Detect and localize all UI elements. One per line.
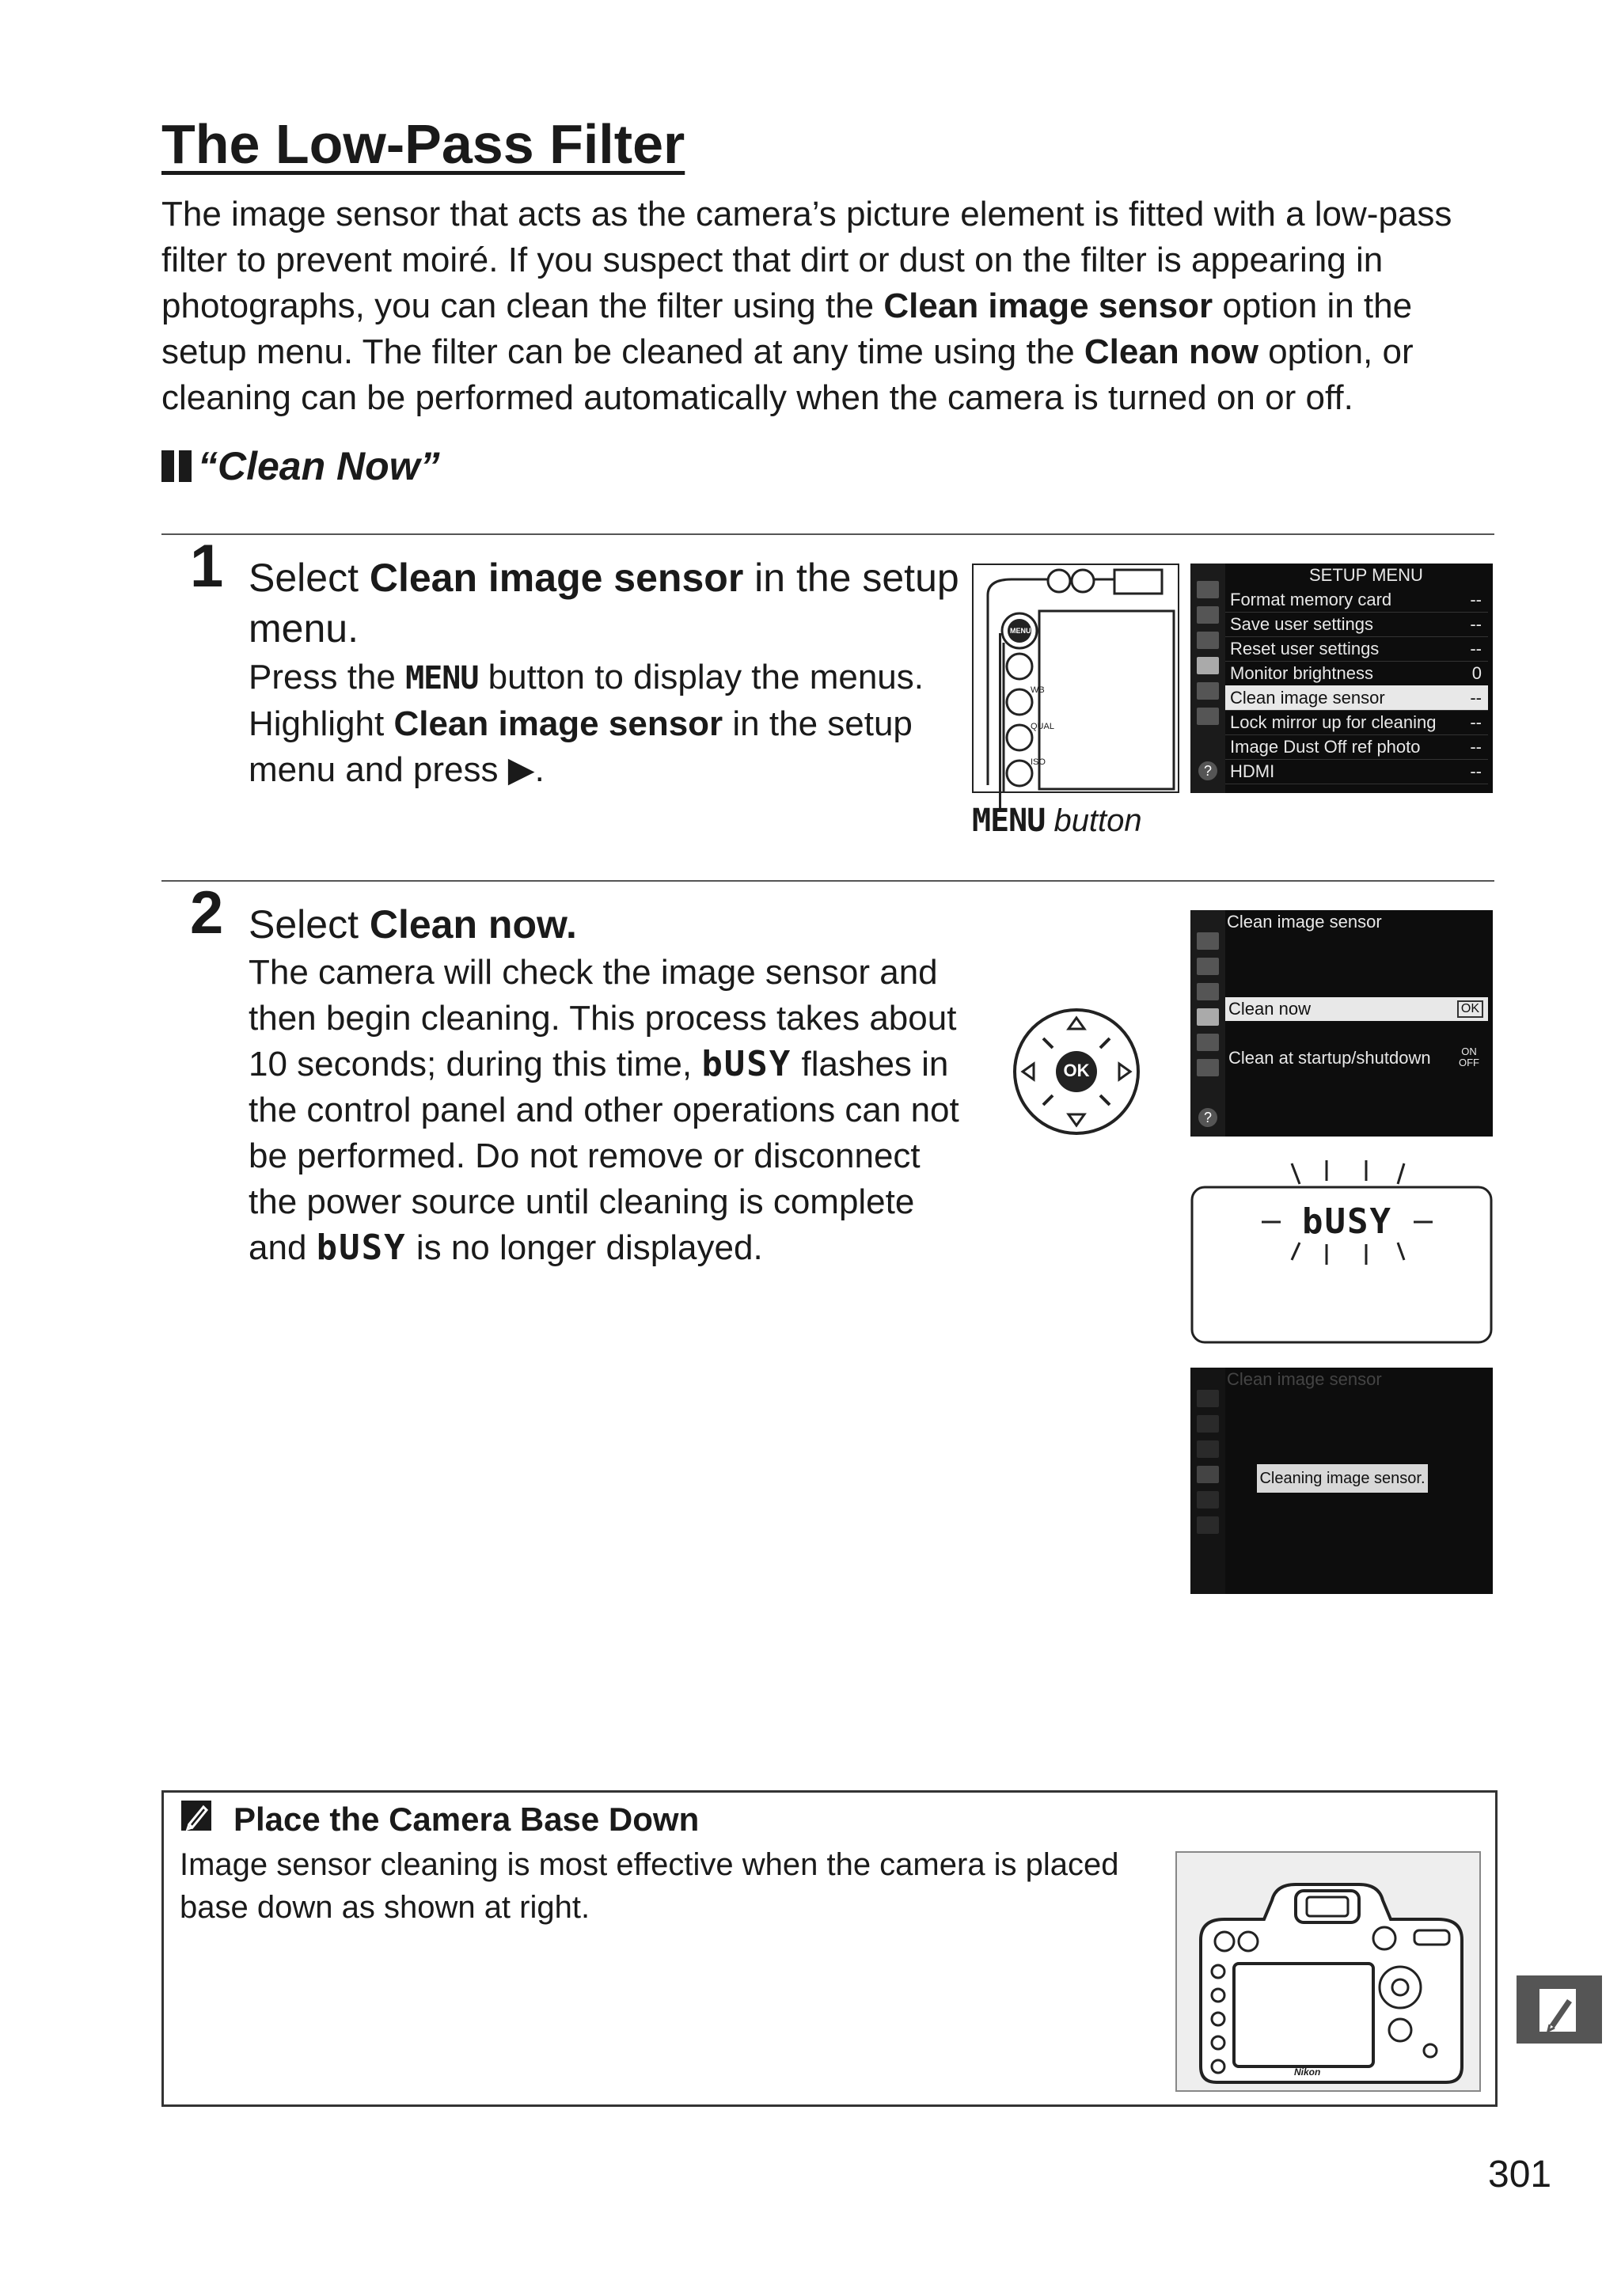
section-heading [161,443,440,489]
clean-at-startup-option[interactable] [1228,1046,1488,1070]
setup-menu-title: SETUP MENU [1309,565,1423,585]
step-1-body [249,655,961,793]
menu-item-value: -- [1470,712,1482,732]
note-heading: Place the Camera Base Down [233,1801,700,1838]
step-1-body-bold: Clean image sensor [393,704,723,743]
note-box [161,1790,1498,2107]
step-2-title [249,899,961,950]
menu-item-value: -- [1470,761,1482,781]
help-icon: ? [1198,1108,1217,1127]
page-number: 301 [1488,2154,1552,2195]
menu-item[interactable] [1225,710,1488,735]
clean-now-option[interactable] [1225,997,1488,1021]
menu-item-value: 0 [1471,663,1482,683]
menu-item[interactable] [1225,612,1488,637]
menu-item-value: -- [1470,590,1482,609]
screen-title-dimmed: Clean image sensor [1227,1369,1382,1389]
camera-body-drawing [1177,1853,1479,2090]
step-1-title-bold: Clean image sensor [369,556,744,600]
menu-item[interactable] [1225,587,1488,613]
retouch-icon [1197,1491,1219,1509]
camera-base-down-illustration [1175,1851,1481,2092]
menu-item-label: Monitor brightness [1230,663,1373,683]
ok-badge: OK [1457,1000,1483,1018]
playback-icon [1197,932,1219,950]
menu-item-label: Clean image sensor [1230,688,1385,708]
shooting-icon [1197,1415,1219,1433]
menu-item-label: HDMI [1230,761,1275,781]
camera-brand-label: Nikon [1294,2066,1321,2078]
busy-indicator-text: bUSY [316,1228,407,1268]
step-2-title-pre: Select [249,902,370,947]
intro-text-1: The image sensor that acts as the camera’s picture element is fitted with a low-pass filter to prevent moiré. If you suspect that dirt or dust on the filter is appearing in photographs, you can clean the filter using the [161,195,1452,325]
menu-item-value: -- [1470,688,1482,708]
menu-item-label: Save user settings [1230,614,1373,634]
menu-item-selected[interactable] [1225,685,1488,711]
step-2-body-text-1: The camera will check the image sensor and then begin cleaning. This process takes about 10 seconds; during this time, [249,953,957,1083]
intro-bold-clean-image-sensor: Clean image sensor [883,287,1213,325]
intro-text-3: option, or cleaning can be performed automatically when the camera is turned on or off. [161,332,1414,417]
divider [161,880,1494,882]
menu-item-value: -- [1470,614,1482,634]
menu-side-icons [1190,1368,1225,1594]
shooting-icon [1197,958,1219,975]
note-body: Image sensor cleaning is most effective when the camera is placed base down as shown at right. [180,1847,1119,1925]
wrench-icon [1197,1008,1219,1026]
step-2-body-text-2: flashes in the control panel and other operations can not be performed. Do not remove or disconnect the power source until cleaning is complete and [249,1045,959,1267]
camera-qual-label: QUAL [1031,722,1054,731]
shooting-icon [1197,606,1219,624]
screen-title: Clean image sensor [1227,912,1382,932]
cleaning-progress-screen [1190,1368,1493,1594]
my-menu-icon [1197,1059,1219,1076]
clean-at-startup-label: Clean at startup/shutdown [1228,1048,1431,1068]
menu-side-icons [1190,564,1225,793]
wrench-icon [1197,657,1219,674]
callout-line [999,633,1001,809]
my-menu-icon [1197,708,1219,725]
menu-button-label: MENU [405,660,479,696]
section-marker-icon [161,450,192,482]
on-off-badge: ON OFF [1459,1046,1479,1068]
help-icon: ? [1198,761,1217,780]
step-1-body-text-2: button to display the menus. Highlight [249,658,924,743]
pencil-icon [1197,983,1219,1000]
caption-menu-label: MENU [972,803,1046,839]
step-1-title [249,552,961,654]
step-2-title-bold: Clean now. [369,902,577,947]
menu-item-label: Reset user settings [1230,639,1380,658]
step-2-body [249,950,961,1271]
menu-button-caption [972,803,1142,839]
pencil-note-icon [181,1801,211,1831]
camera-back-drawing [972,564,1179,793]
menu-item-label: Format memory card [1230,590,1392,609]
ok-button-label: OK [1063,1061,1090,1080]
step-1-body-text-1: Press the [249,658,406,696]
menu-item[interactable] [1225,759,1488,784]
section-heading-text: “Clean Now” [198,444,440,488]
clean-image-sensor-screen [1190,910,1493,1137]
pencil-icon [1197,632,1219,649]
busy-indicator-text: bUSY [701,1044,792,1084]
page-title: The Low-Pass Filter [161,113,685,175]
retouch-icon [1197,682,1219,700]
divider [161,533,1494,535]
intro-paragraph [161,192,1491,421]
step-number: 1 [190,533,224,600]
clean-now-label: Clean now [1228,999,1311,1019]
wrench-icon [1197,1466,1219,1483]
camera-wb-label: WB [1031,685,1045,695]
step-1-body-text-3: in the setup menu and press ▶. [249,704,913,789]
section-tab [1517,1975,1602,2044]
control-panel-lcd [1190,1156,1493,1344]
pencil-note-icon-drawing [181,1801,211,1831]
camera-back-illustration [972,564,1179,793]
intro-text-2: option in the setup menu. The filter can be cleaned at any time using the [161,287,1413,371]
step-number: 2 [190,879,224,947]
setup-menu-screen [1190,564,1493,793]
pencil-icon [1197,1440,1219,1458]
camera-menu-label: MENU [1010,627,1031,635]
retouch-icon [1197,1034,1219,1051]
menu-item[interactable] [1225,734,1488,760]
menu-item-label: Image Dust Off ref photo [1230,737,1421,757]
lcd-flash-marks [1190,1156,1493,1344]
menu-item-label: Lock mirror up for cleaning [1230,712,1437,732]
intro-bold-clean-now: Clean now [1084,332,1258,371]
playback-icon [1197,1390,1219,1407]
caption-button-text: button [1045,803,1142,838]
notes-tab-icon [1517,1975,1602,2044]
my-menu-icon [1197,1516,1219,1534]
menu-item-value: -- [1470,639,1482,658]
menu-item[interactable] [1225,661,1488,686]
step-1-title-pre: Select [249,556,370,600]
camera-iso-label: ISO [1031,757,1046,767]
step-2-body-text-3: is no longer displayed. [406,1228,763,1267]
lcd-busy-text: bUSY [1302,1201,1392,1242]
cleaning-message: Cleaning image sensor. [1257,1464,1428,1493]
menu-item-value: -- [1470,737,1482,757]
step-1-title-post: in the setup menu. [249,556,959,651]
multi-selector-icon [1012,1007,1141,1137]
menu-side-icons [1190,910,1225,1137]
menu-item[interactable] [1225,636,1488,662]
playback-icon [1197,581,1219,598]
